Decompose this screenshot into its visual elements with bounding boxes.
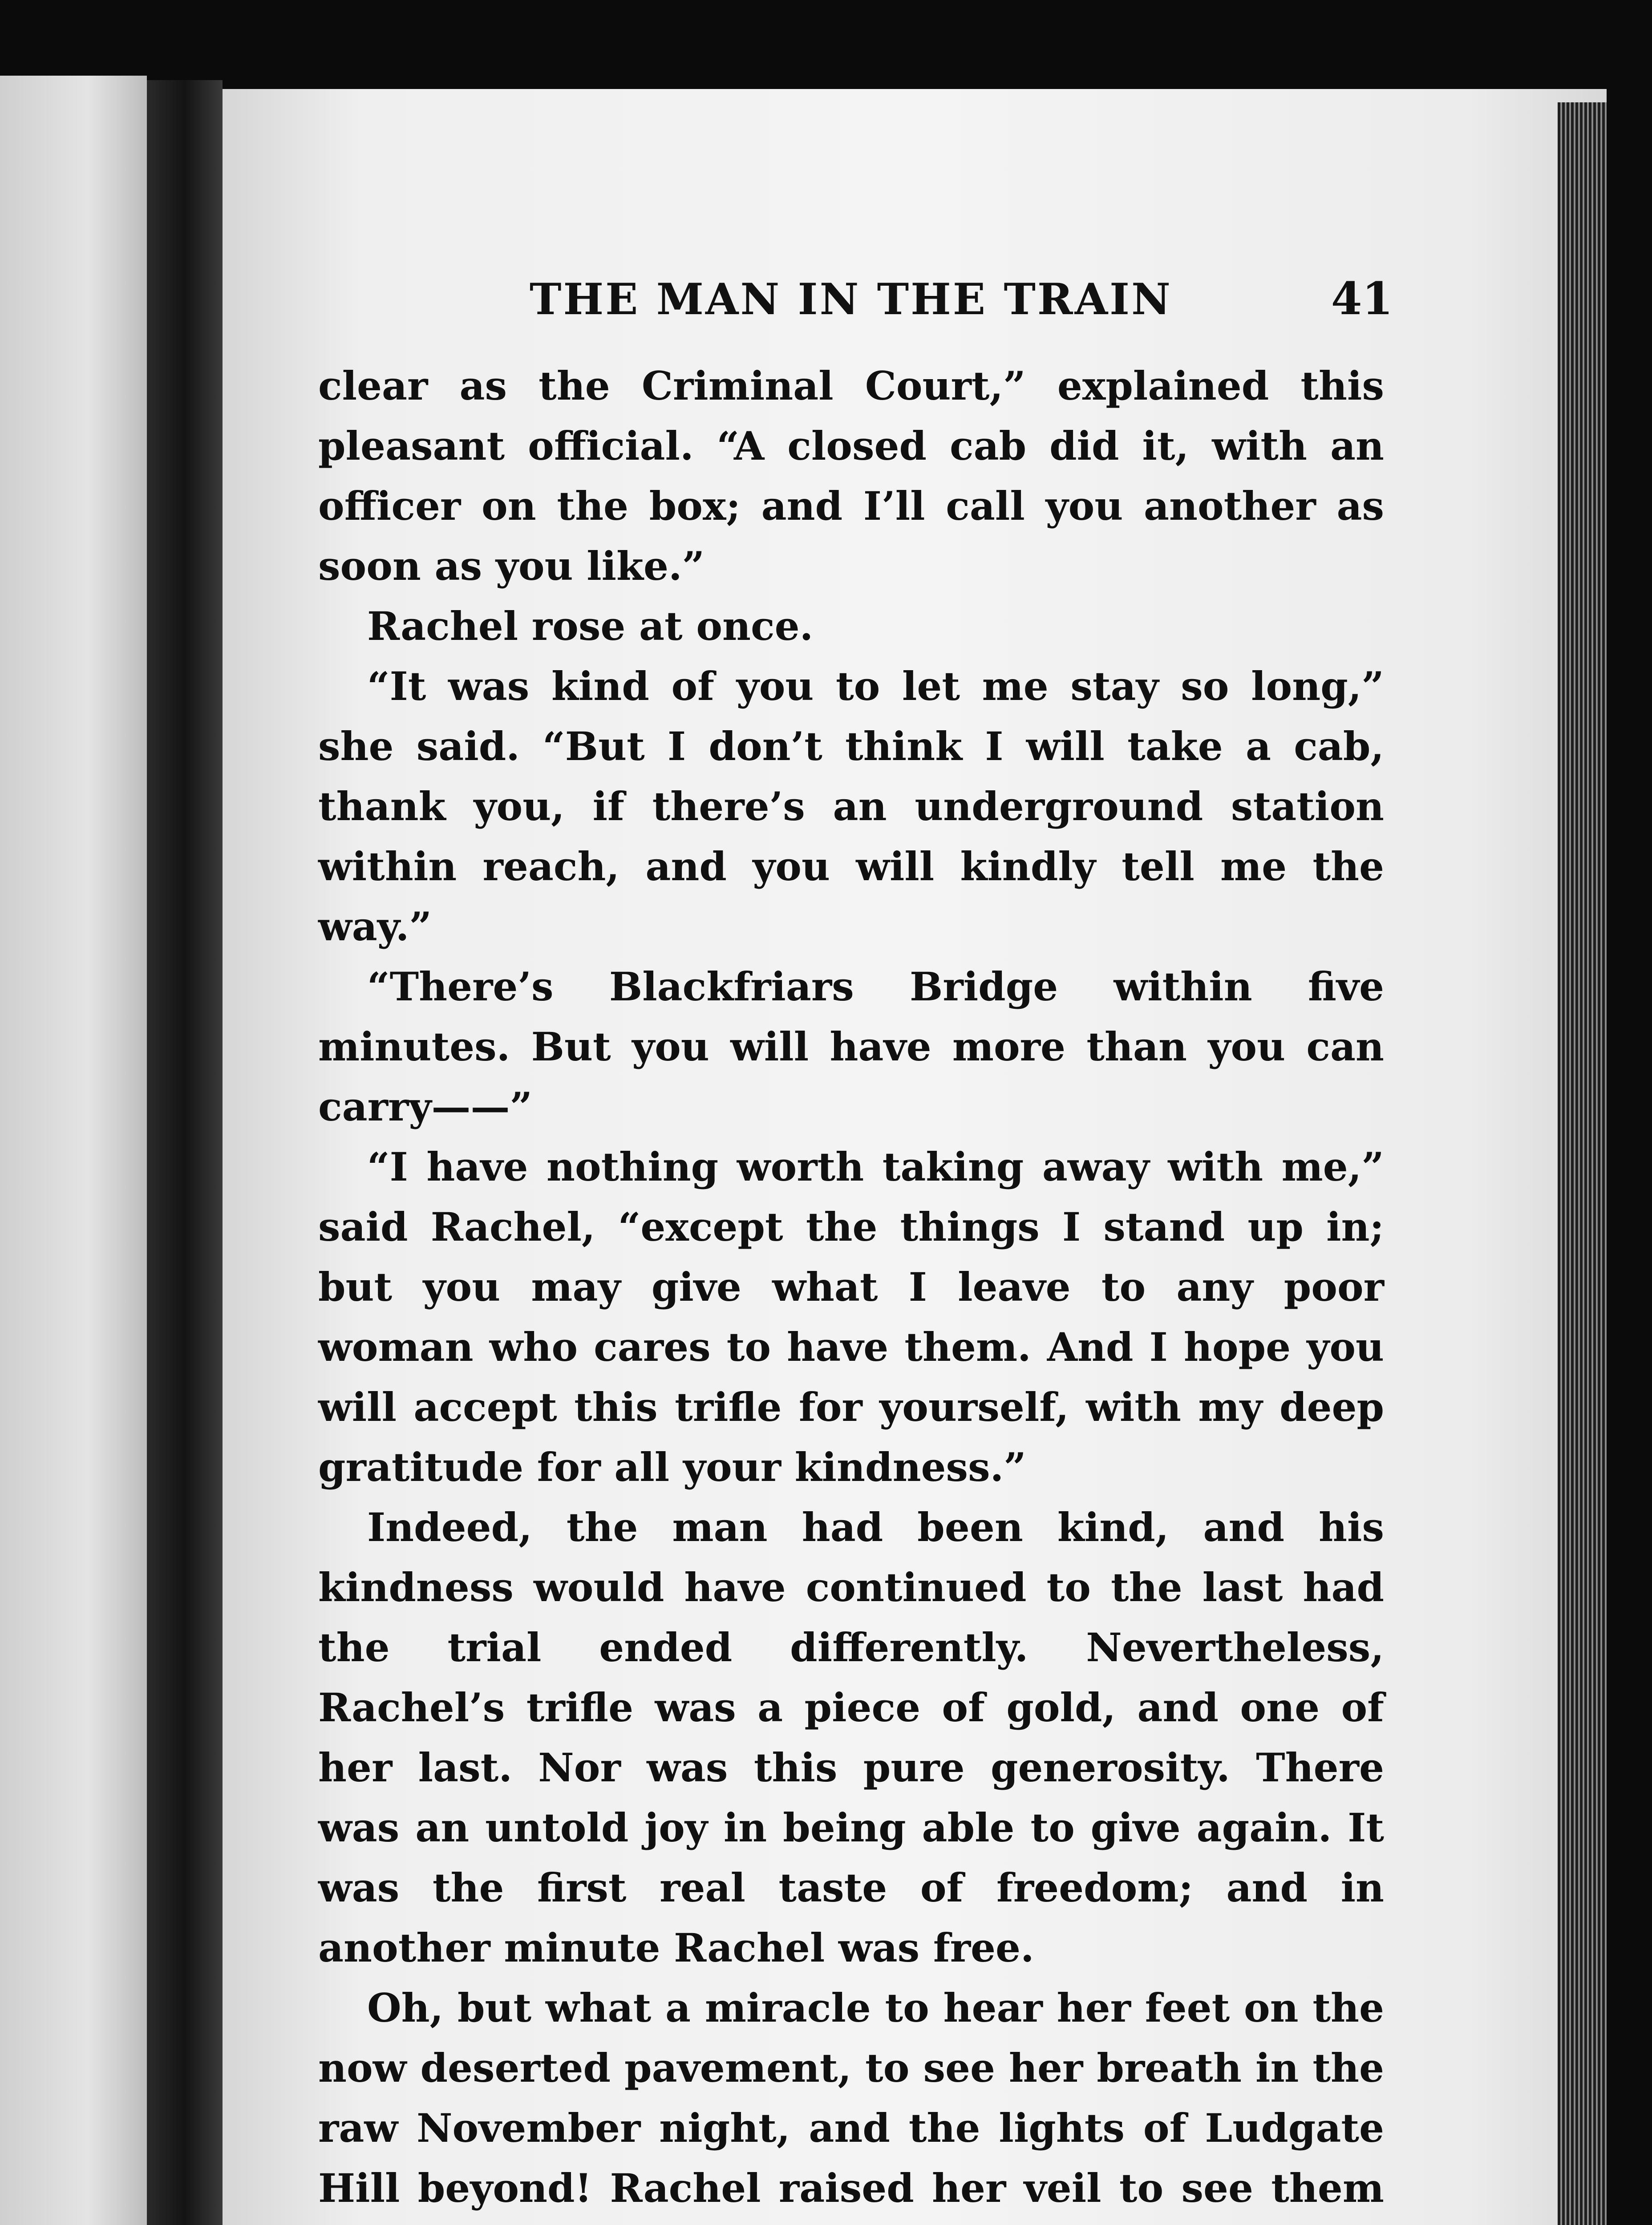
paragraph: Rachel rose at once. bbox=[367, 603, 814, 649]
paragraph: Oh, but what a miracle to hear her feet on the now deserted pavement, to see her breath in the raw November night, and the lights of Ludgate Hill beyond! Rachel raised her veil to see them bbox=[318, 1985, 1384, 2211]
facing-page-edge bbox=[0, 76, 147, 2225]
running-header bbox=[530, 272, 1393, 325]
page-stack-edge bbox=[1558, 102, 1607, 2225]
paragraph: “I have nothing worth taking away with me,” said Rachel, “except the things I stand up in; but you may give what I leave to any poor woman who cares to have them. And I hope you will accept this trifle for yourself, with my deep gratitude for all your kindness.” bbox=[318, 1144, 1384, 1490]
paragraph: clear as the Criminal Court,” explained this pleasant official. “A closed cab did it, with an officer on the box; and I’ll call you another as soon as you like.” bbox=[318, 363, 1384, 589]
running-title: THE MAN IN THE TRAIN bbox=[530, 274, 1172, 324]
page-number: 41 bbox=[1331, 272, 1393, 325]
book-gutter-shadow bbox=[147, 80, 223, 2225]
paragraph: Indeed, the man had been kind, and his kindness would have continued to the last had the trial ended differently. Nevertheless, Rachel’s trifle was a piece of gold, and one of her last. Nor was this pure generosity. There was an untold joy in being able to give again. It was the first real taste of freedom; and in another minute Rachel was free. bbox=[318, 1504, 1384, 1971]
paragraph: “It was kind of you to let me stay so long,” she said. “But I don’t think I will take a cab, thank you, if there’s an underground station within reach, and you will kindly tell me the way.” bbox=[318, 663, 1384, 950]
body-text bbox=[318, 356, 1384, 2225]
paragraph: “There’s Blackfriars Bridge within five minutes. But you will have more than you can carry——” bbox=[318, 963, 1384, 1130]
